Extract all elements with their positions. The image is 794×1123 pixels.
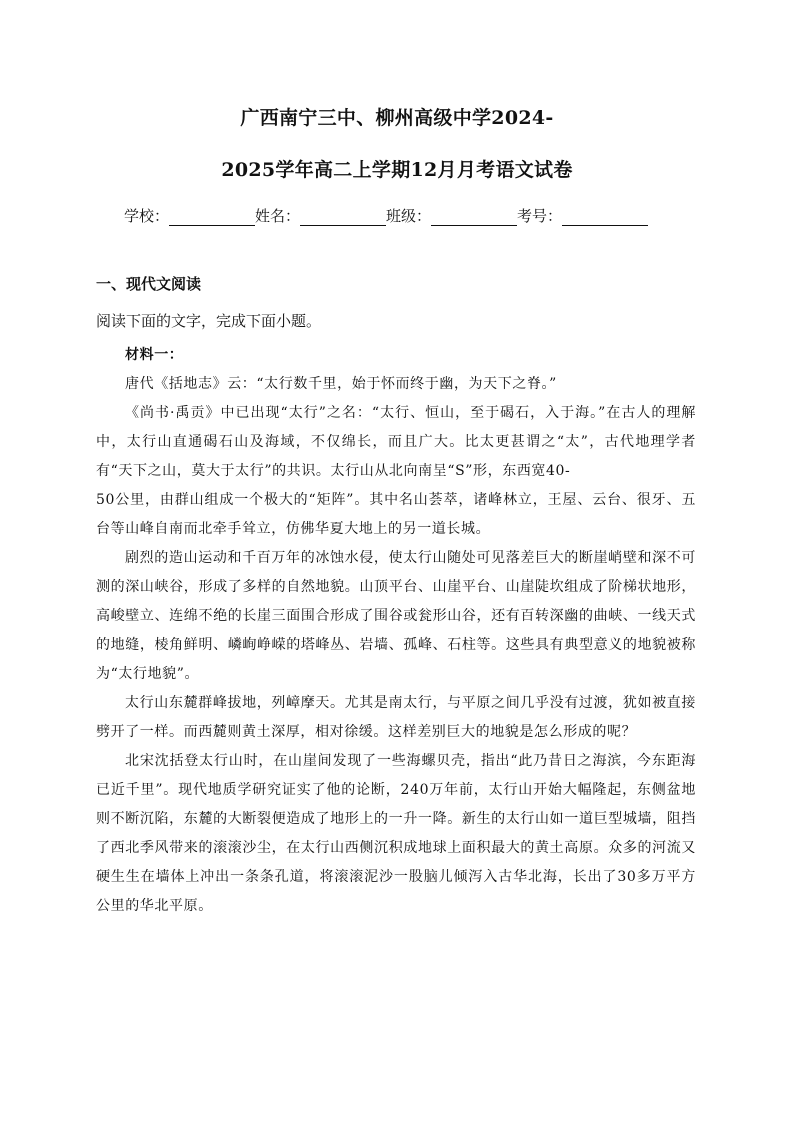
school-label: 学校： xyxy=(124,207,170,225)
material-paragraph: 太行山东麓群峰拔地，列嶂摩天。尤其是南太行，与平原之间几乎没有过渡，犹如被直接劈开了一样。而西麓则黄土深厚，相对徐缓。这样差别巨大的地貌是怎么形成的呢？ xyxy=(96,695,696,740)
material-paragraph: 剧烈的造山运动和千百万年的冰蚀水侵，使太行山随处可见落差巨大的断崖峭壁和深不可测的深山峡谷，形成了多样的自然地貌。山顶平台、山崖平台、山崖陡坎组成了阶梯状地形，高峻壁立、连绵不绝的长崖三面围合形成了围谷或瓮形山谷，还有百转深幽的曲峡、一线天式的地缝，棱角鲜明、嶙峋峥嵘的塔峰丛、岩墙、孤峰、石柱等。这些具有典型意义的地貌被称为“太行地貌”。 xyxy=(96,550,696,682)
material-label: 材料一： xyxy=(125,347,184,363)
exam-number-field[interactable] xyxy=(562,211,648,226)
name-label: 姓名： xyxy=(255,207,301,225)
exam-title-line-2: 2025学年高二上学期12月月考语文试卷 xyxy=(221,159,573,181)
material-paragraph: 唐代《括地志》云：“太行数千里，始于怀而终于幽，为天下之脊。” xyxy=(125,376,557,392)
section-instruction: 阅读下面的文字，完成下面小题。 xyxy=(96,312,322,330)
class-label: 班级： xyxy=(386,207,432,225)
exam-title-line-1: 广西南宁三中、柳州高级中学2024- xyxy=(240,107,554,129)
student-info-row xyxy=(124,205,648,226)
material-paragraph: 北宋沈括登太行山时，在山崖间发现了一些海螺贝壳，指出“此乃昔日之海滨，今东距海已近千里”。现代地质学研究证实了他的论断，240万年前，太行山开始大幅隆起，东侧盆地则不断沉陷，东麓的大断裂便造成了地形上的一升一降。新生的太行山如一道巨型城墙，阻挡了西北季风带来的滚滚沙尘，在太行山西侧沉积成地球上面积最大的黄土高原。众多的河流又硬生生在墙体上冲出一条条孔道，将滚滚泥沙一股脑儿倾泻入古华北海，长出了30多万平方公里的华北平原。 xyxy=(96,753,696,914)
material-paragraph: 《尚书·禹贡》中已出现“太行”之名：“太行、恒山，至于碣石，入于海。”在古人的理解中，太行山直通碣石山及海域，不仅绵长，而且广大。比太更甚谓之“太”，古代地理学者有“天下之山，莫大于太行”的共识。太行山从北向南呈“S”形，东西宽40- xyxy=(96,405,696,479)
exam-number-label: 考号： xyxy=(517,207,563,225)
material-paragraph: 50公里，由群山组成一个极大的“矩阵”。其中名山荟萃，诸峰林立，王屋、云台、很牙、五台等山峰自南而北牵手耸立，仿佛华夏大地上的另一道长城。 xyxy=(96,492,696,537)
section-heading: 一、现代文阅读 xyxy=(96,275,202,293)
name-field[interactable] xyxy=(300,211,386,226)
class-field[interactable] xyxy=(431,211,517,226)
reading-material xyxy=(96,341,696,921)
school-field[interactable] xyxy=(169,211,255,226)
